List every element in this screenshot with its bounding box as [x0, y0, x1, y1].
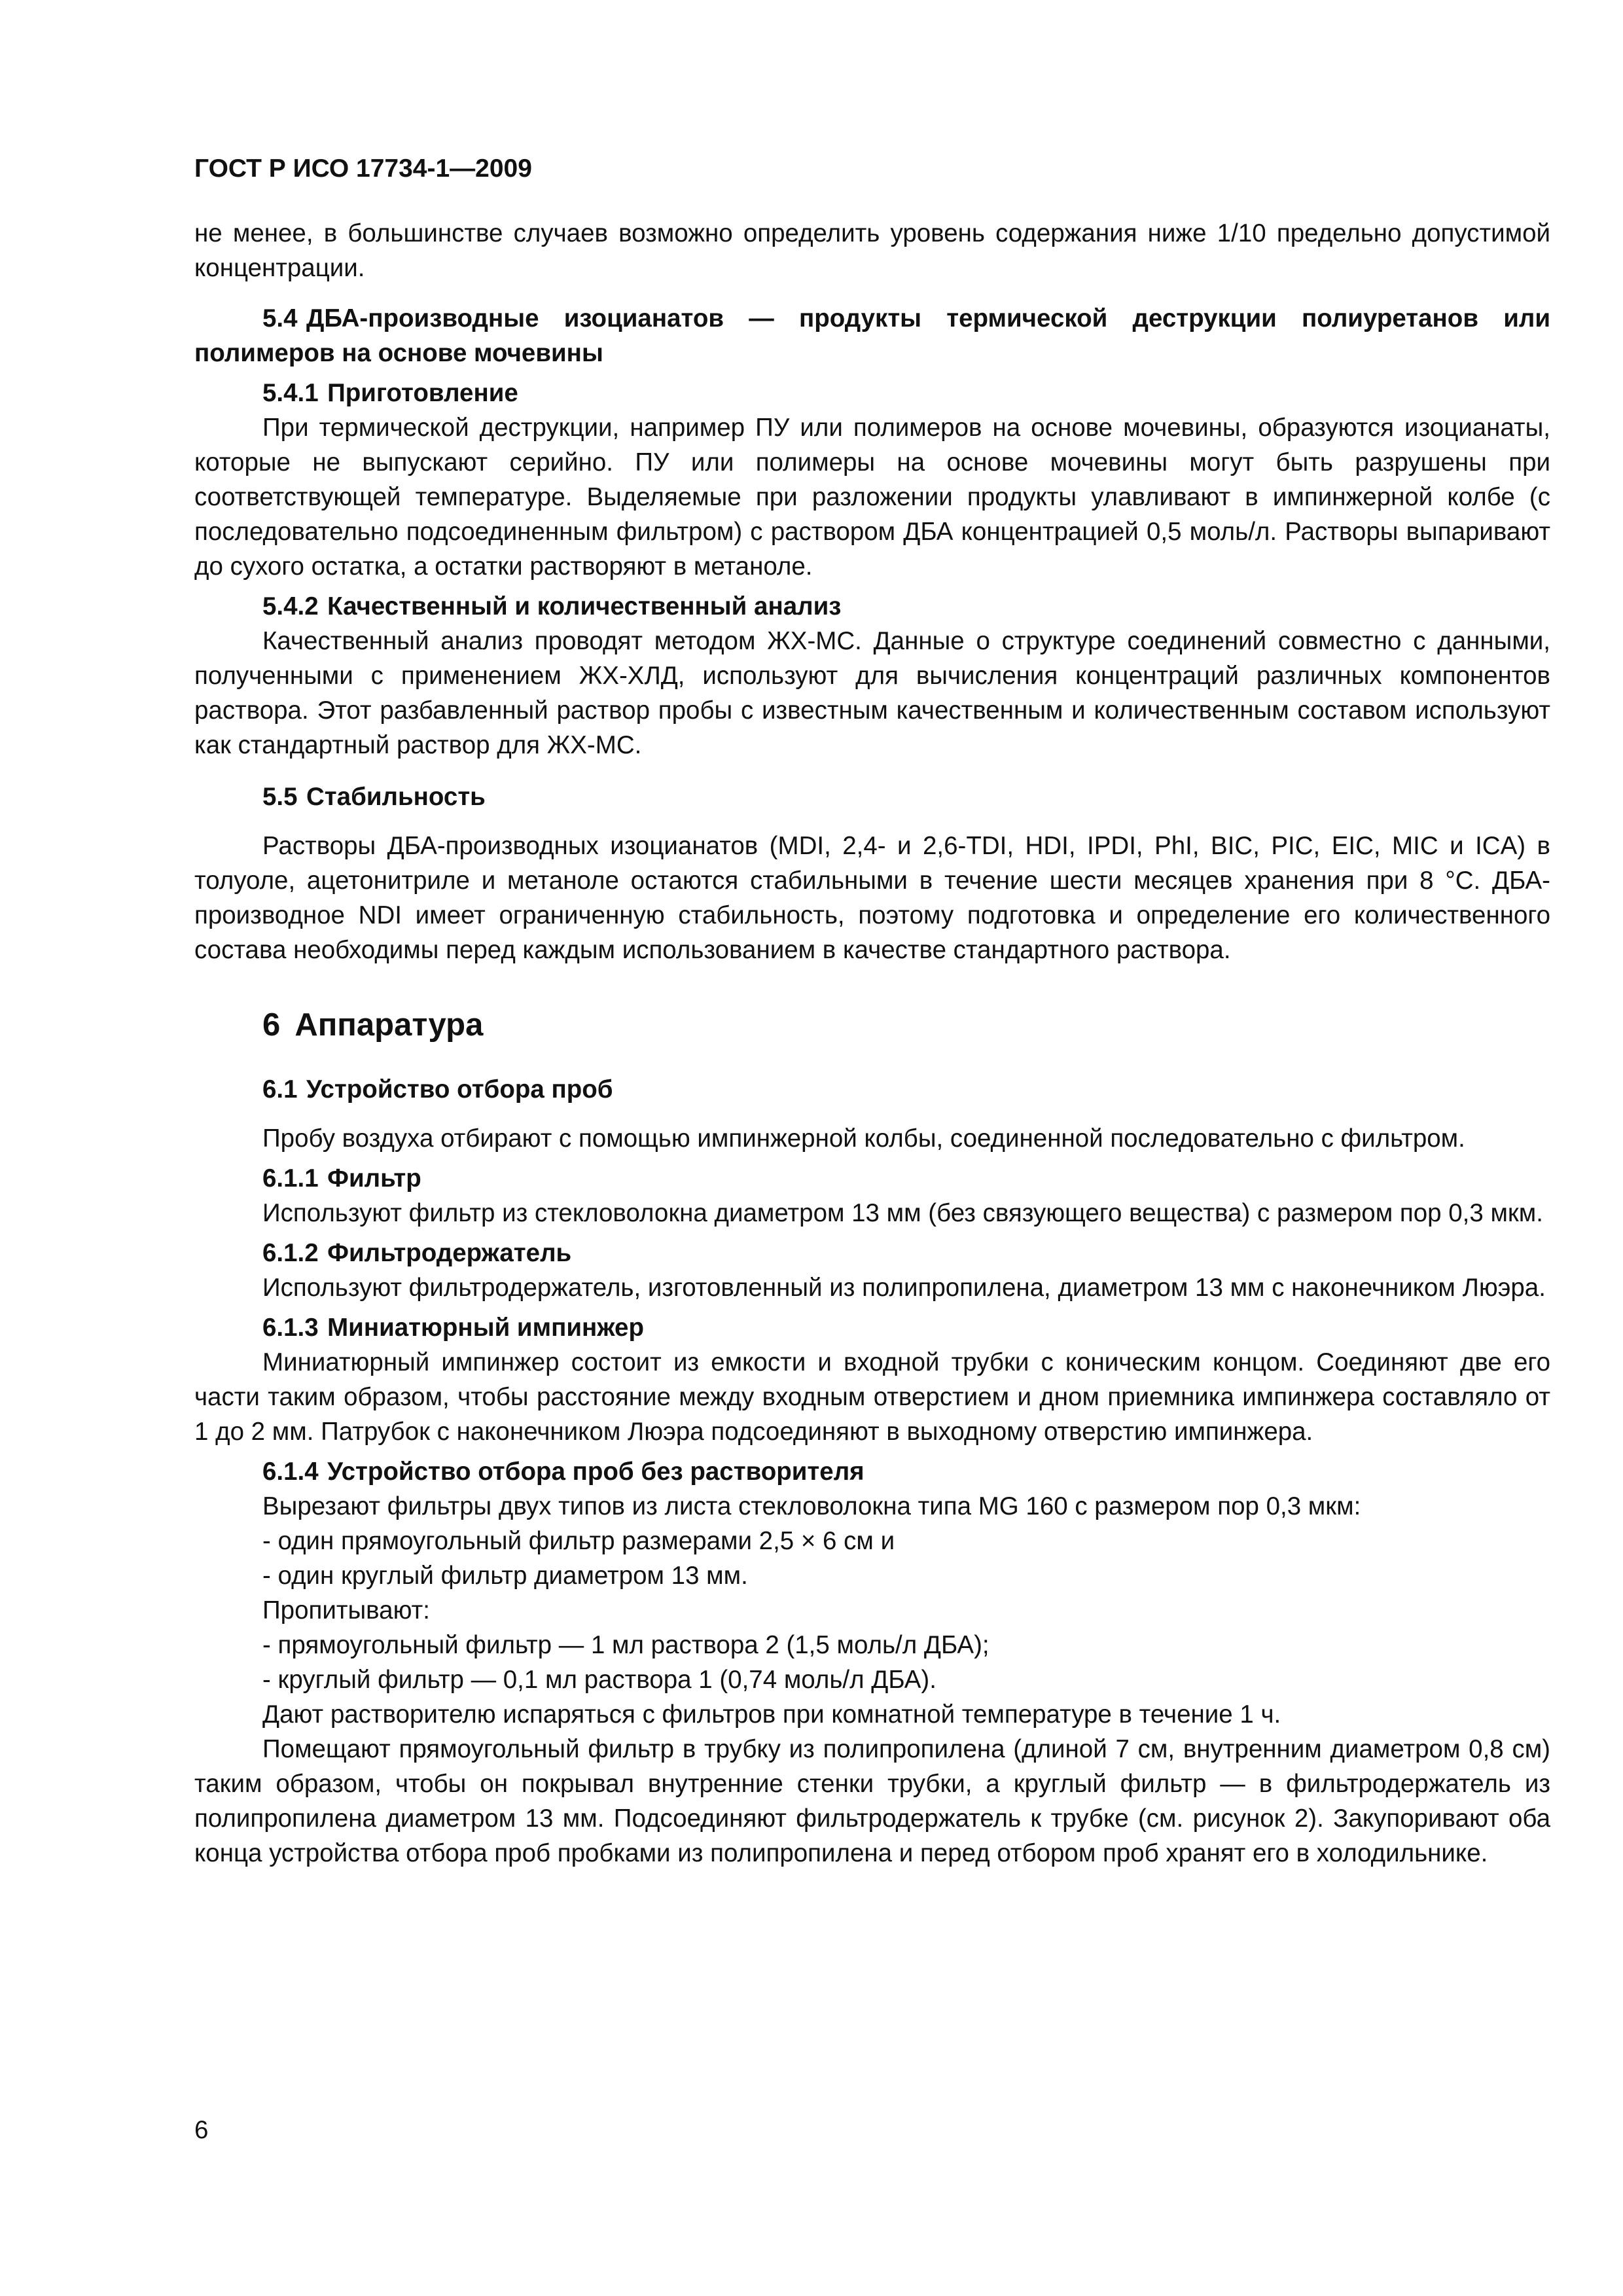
section-number: 5.4 — [262, 304, 298, 332]
section-6-1-1-text: Используют фильтр из стекловолокна диаметром 13 мм (без связующего вещества) с размером пор 0,3 мкм. — [262, 1199, 1543, 1227]
section-number: 6.1 — [262, 1075, 298, 1103]
section-number: 5.4.2 — [262, 592, 319, 620]
section-6-1-heading — [194, 1072, 1550, 1107]
section-number: 6.1.1 — [262, 1164, 319, 1193]
section-6-1-4-line: Пропитывают: — [262, 1596, 430, 1624]
section-title: Миниатюрный импинжер — [327, 1314, 644, 1342]
section-6-1-4-line: - один круглый фильтр диаметром 13 мм. — [262, 1562, 748, 1590]
section-6-1-4-line: - один прямоугольный фильтр размерами 2,5 × 6 см и — [262, 1527, 895, 1555]
section-5-4-1-text: При термической деструкции, например ПУ или полимеров на основе мочевины, образуются изоцианаты, которые не выпускают серийно. ПУ или полимеры на основе мочевины могут быть разрушены при соответствующей температуре. Выделяемые при разложении продукты улавливают в импинжерной колбе (с последовательно подсоединенным фильтром) с раствором ДБА концентрацией 0,5 моль/л. Растворы выпаривают до сухого остатка, а остатки растворяют в метаноле. — [194, 414, 1550, 581]
section-6-1-1-heading — [194, 1161, 1550, 1196]
page-number: 6 — [194, 2116, 209, 2144]
document-page — [194, 151, 1550, 1871]
section-title: Качественный и количественный анализ — [327, 592, 842, 620]
section-6-1-2-heading — [194, 1236, 1550, 1270]
document-header: ГОСТ Р ИСО 17734-1—2009 — [194, 154, 532, 183]
section-title: Фильтр — [327, 1164, 421, 1193]
section-6-1-4-final-text: Помещают прямоугольный фильтр в трубку из полипропилена (длиной 7 см, внутренним диаметром 0,8 см) таким образом, чтобы он покрывал внутренние стенки трубки, а круглый фильтр — в фильтродержатель из полипропилена диаметром 13 мм. Подсоединяют фильтродержатель к трубке (см. рисунок 2). Закупоривают оба конца устройства отбора проб пробками из полипропилена и перед отбором проб хранят его в холодильнике. — [194, 1735, 1550, 1867]
section-6-1-4-line: - круглый фильтр — 0,1 мл раствора 1 (0,74 моль/л ДБА). — [262, 1666, 936, 1694]
section-5-4-heading — [194, 301, 1550, 370]
section-6-1-4-line: Вырезают фильтры двух типов из листа стекловолокна типа MG 160 с размером пор 0,3 мкм: — [262, 1492, 1361, 1520]
section-title: Устройство отбора проб — [306, 1075, 613, 1103]
section-5-5-heading — [194, 780, 1550, 814]
intro-paragraph: не менее, в большинстве случаев возможно определить уровень содержания ниже 1/10 предельно допустимой концентрации. — [194, 219, 1550, 282]
section-number: 6.1.4 — [262, 1458, 319, 1486]
section-5-4-2-text: Качественный анализ проводят методом ЖХ-МС. Данные о структуре соединений совместно с данными, полученными с применением ЖХ-ХЛД, используют для вычисления концентраций различных компонентов раствора. Этот разбавленный раствор пробы с известным качественным и количественным составом используют как стандартный раствор для ЖХ-МС. — [194, 627, 1550, 759]
section-title: Аппаратура — [294, 1007, 484, 1043]
section-number: 5.5 — [262, 783, 298, 811]
section-number: 6.1.3 — [262, 1314, 319, 1342]
section-title: Устройство отбора проб без растворителя — [327, 1458, 865, 1486]
section-6-1-text: Пробу воздуха отбирают с помощью импинжерной колбы, соединенной последовательно с фильтром. — [262, 1124, 1465, 1153]
section-6-1-3-text: Миниатюрный импинжер состоит из емкости и входной трубки с коническим концом. Соединяют две его части таким образом, чтобы расстояние между входным отверстием и дном приемника импинжера составляло от 1 до 2 мм. Патрубок с наконечником Люэра подсоединяют в выходному отверстию импинжера. — [194, 1348, 1550, 1446]
section-number: 5.4.1 — [262, 379, 319, 407]
section-5-4-2-heading — [194, 589, 1550, 624]
section-5-4-1-heading — [194, 376, 1550, 410]
section-title: Приготовление — [327, 379, 518, 407]
section-number: 6 — [262, 1007, 281, 1043]
section-6-heading — [194, 1004, 1550, 1046]
section-6-1-2-text: Используют фильтродержатель, изготовленный из полипропилена, диаметром 13 мм с наконечником Люэра. — [262, 1274, 1546, 1302]
section-6-1-4-line: Дают растворителю испаряться с фильтров при комнатной температуре в течение 1 ч. — [262, 1700, 1281, 1729]
section-number: 6.1.2 — [262, 1239, 319, 1267]
section-title: ДБА-производные изоцианатов — продукты термической деструкции полиуретанов или полимеров на основе мочевины — [194, 304, 1550, 367]
section-6-1-4-heading — [194, 1454, 1550, 1489]
section-6-1-3-heading — [194, 1310, 1550, 1345]
section-title: Стабильность — [306, 783, 486, 811]
section-5-5-text: Растворы ДБА-производных изоцианатов (MDI, 2,4- и 2,6-TDI, HDI, IPDI, PhI, BIC, PIC, EIC, MIC и ICA) в толуоле, ацетонитриле и метаноле остаются стабильными в течение шести месяцев хранения при 8 °С. ДБА-производное NDI имеет ограниченную стабильность, поэтому подготовка и определение его количественного состава необходимы перед каждым использованием в качестве стандартного раствора. — [194, 832, 1550, 964]
section-title: Фильтродержатель — [327, 1239, 572, 1267]
section-6-1-4-line: - прямоугольный фильтр — 1 мл раствора 2 (1,5 моль/л ДБА); — [262, 1631, 990, 1659]
